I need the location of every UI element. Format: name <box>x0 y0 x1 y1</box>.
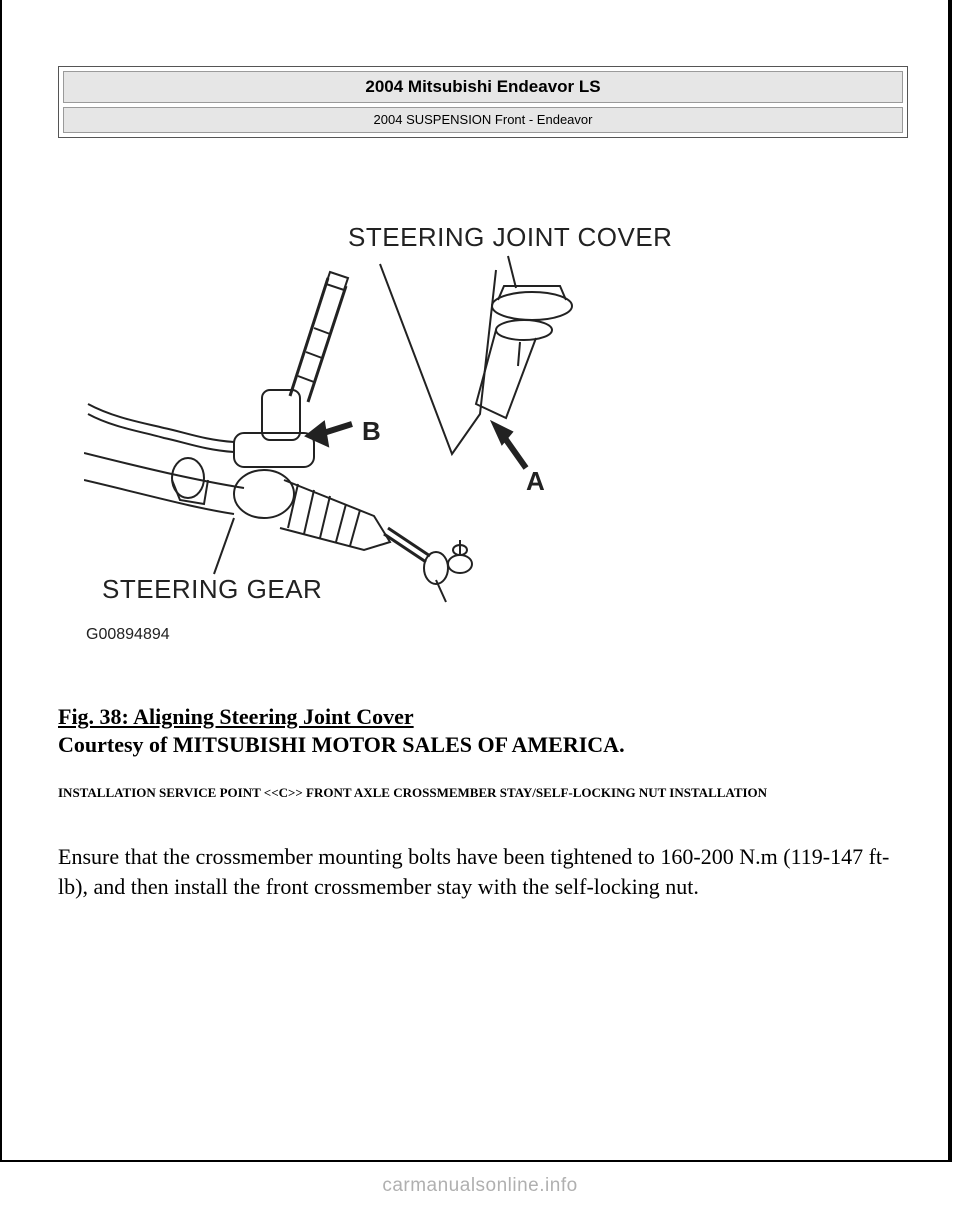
steering-illustration <box>84 218 704 658</box>
label-steering-joint-cover: STEERING JOINT COVER <box>348 222 673 252</box>
section-subtitle: 2004 SUSPENSION Front - Endeavor <box>63 107 903 133</box>
vehicle-title: 2004 Mitsubishi Endeavor LS <box>63 71 903 103</box>
label-point-a: A <box>526 466 546 496</box>
body-paragraph: Ensure that the crossmember mounting bolts have been tightened to 160-200 N.m (119-147 ft-lb), and then install the front crossmember stay with the self-locking nut. <box>58 844 890 899</box>
label-steering-gear: STEERING GEAR <box>102 574 323 604</box>
figure-caption-courtesy: Courtesy of MITSUBISHI MOTOR SALES OF AMERICA. <box>58 732 625 757</box>
site-watermark: carmanualsonline.info <box>382 1175 578 1196</box>
document-header <box>58 66 908 138</box>
label-point-b: B <box>362 416 382 446</box>
section-heading: INSTALLATION SERVICE POINT <<C>> FRONT AXLE CROSSMEMBER STAY/SELF-LOCKING NUT INSTALLATION <box>58 785 768 800</box>
figure-id: G00894894 <box>86 626 170 643</box>
figure-caption-title: Fig. 38: Aligning Steering Joint Cover <box>58 704 414 729</box>
